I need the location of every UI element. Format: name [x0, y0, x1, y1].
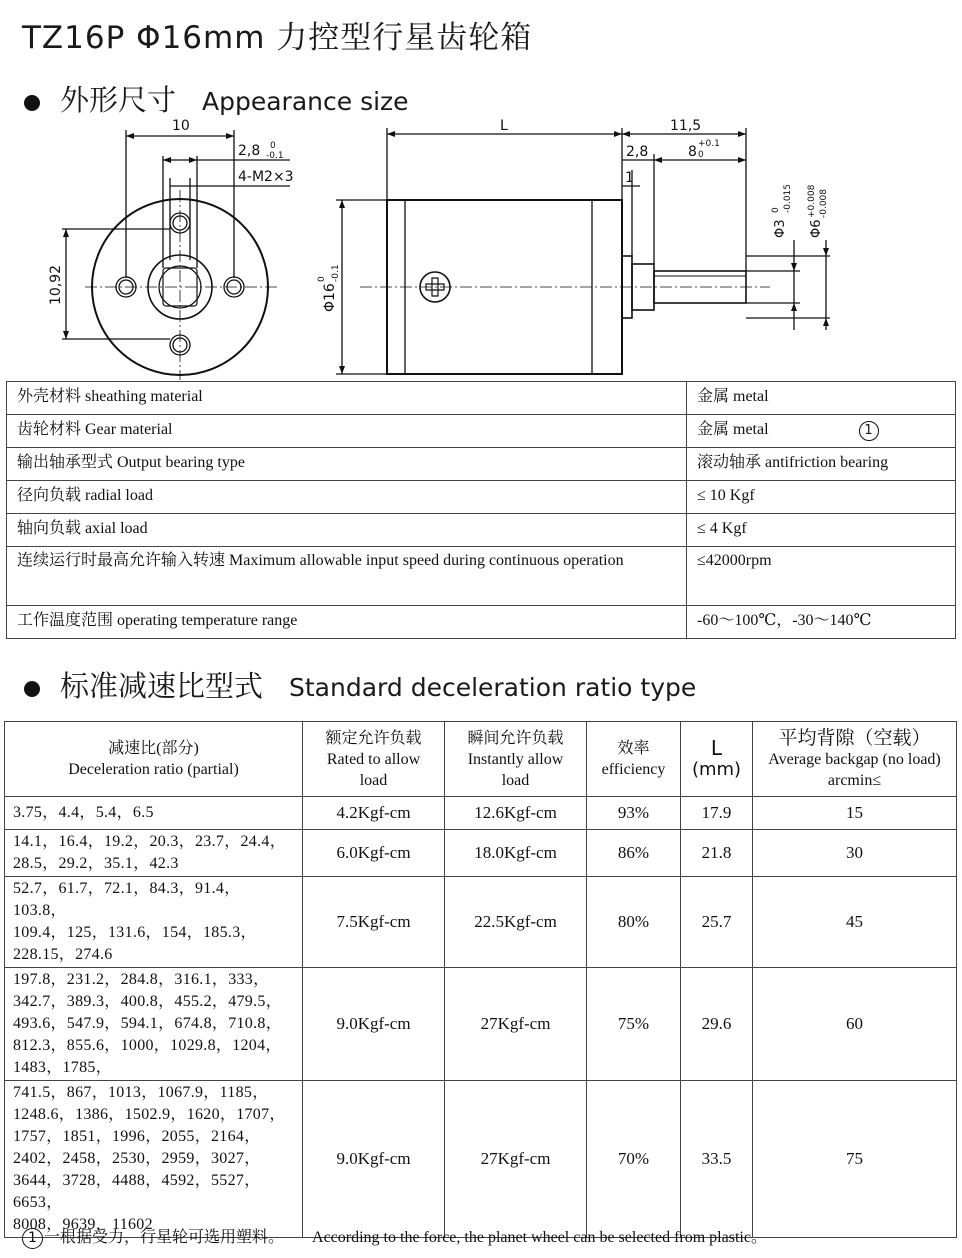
spec-label: 输出轴承型式 Output bearing type [7, 448, 687, 481]
dim-shaft-total: 11,5 [670, 118, 702, 134]
bullet-icon [24, 681, 40, 697]
dim-length: L [500, 118, 508, 134]
ratio-table [4, 721, 957, 1238]
rated-load: 9.0Kgf-cm [303, 1081, 445, 1238]
dim-step: 2,8 [626, 144, 649, 160]
dim-body-tol-lower: -0.1 [331, 264, 341, 282]
instant-load: 18.0Kgf-cm [445, 830, 587, 877]
length: 29.6 [681, 968, 753, 1081]
dim-body-tol: 0 [317, 276, 327, 282]
spec-row [7, 606, 956, 639]
spec-table [6, 381, 956, 639]
ratio-row [5, 968, 957, 1081]
spec-row [7, 382, 956, 415]
footnote [22, 1224, 767, 1249]
spec-row [7, 415, 956, 448]
header-rated [303, 722, 445, 797]
appearance-title-cn: 外形尺寸 [60, 83, 177, 117]
backlash: 75 [753, 1081, 957, 1238]
dim-body-dia: Φ16 [322, 283, 338, 312]
header-rated-cn: 额定允许负载 [325, 729, 422, 747]
dim-slot: 2,8 [238, 143, 261, 159]
spec-value [687, 606, 956, 639]
rated-load: 9.0Kgf-cm [303, 968, 445, 1081]
spec-value-text: ≤42000rpm [697, 552, 772, 569]
dim-shaft-dia: Φ6 [809, 219, 824, 238]
ratio-line: 197.8，231.2，284.8，316.1，333， [13, 971, 270, 988]
efficiency: 86% [587, 830, 681, 877]
ratio-header-row [5, 722, 957, 797]
header-length [681, 722, 753, 797]
instant-load: 22.5Kgf-cm [445, 877, 587, 968]
spec-label: 外壳材料 sheathing material [7, 382, 687, 415]
length: 25.7 [681, 877, 753, 968]
header-ratio-en: Deceleration ratio (partial) [68, 761, 239, 778]
ratio-line: 3644，3728，4488，4592，5527，6653， [13, 1172, 261, 1211]
spec-value-text: 金属 metal [697, 388, 769, 405]
length: 33.5 [681, 1081, 753, 1238]
ratio-line: 1248.6，1386，1502.9，1620，1707， [13, 1106, 286, 1123]
rated-load: 6.0Kgf-cm [303, 830, 445, 877]
spec-value-text: ≤ 10 Kgf [697, 487, 755, 504]
footnote-en: According to the force, the planet wheel can be selected from plastic。 [312, 1229, 767, 1246]
ratio-list [5, 797, 303, 830]
ratio-list [5, 968, 303, 1081]
dim-shaft-tol: +0.1 [698, 139, 720, 149]
bullet-icon [24, 95, 40, 111]
backlash: 60 [753, 968, 957, 1081]
ratio-line: 812.3，855.6，1000，1029.8，1204， [13, 1037, 282, 1054]
dim-slot-tol: 0 [270, 141, 276, 151]
spec-value-text: 金属 metal [697, 421, 769, 438]
ratio-line: 1757，1851，1996，2055，2164， [13, 1128, 261, 1145]
ratio-title-cn: 标准减速比型式 [60, 669, 264, 703]
ratio-line: 493.6，547.9，594.1，674.8，710.8， [13, 1015, 282, 1032]
spec-value-text: ≤ 4 Kgf [697, 520, 747, 537]
header-backlash-cn: 平均背隙（空载） [778, 727, 931, 749]
ratio-line: 8008，9639，11602 [13, 1216, 153, 1233]
ratio-title-en: Standard deceleration ratio type [289, 673, 697, 702]
header-efficiency-en: efficiency [601, 761, 666, 778]
instant-load: 12.6Kgf-cm [445, 797, 587, 830]
spec-label: 径向负载 radial load [7, 481, 687, 514]
footnote-cn: 一根据受力，行星轮可选用塑料。 [44, 1229, 285, 1246]
spec-value [687, 382, 956, 415]
dim-width: 10 [172, 118, 190, 134]
dimension-drawing [0, 112, 962, 380]
ratio-line: 741.5，867，1013，1067.9，1185， [13, 1084, 269, 1101]
header-backlash-en: Average backgap (no load) [768, 750, 941, 768]
header-ratio [5, 722, 303, 797]
spec-value [687, 415, 956, 448]
ratio-list [5, 877, 303, 968]
header-efficiency [587, 722, 681, 797]
spec-value [687, 547, 956, 606]
ratio-row [5, 1081, 957, 1238]
backlash: 30 [753, 830, 957, 877]
ratio-line: 109.4，125，131.6，154，185.3， [13, 924, 257, 941]
spec-row [7, 547, 956, 606]
header-length-symbol: L [710, 736, 723, 760]
ratio-line: 1483，1785， [13, 1059, 112, 1076]
appearance-title-en: Appearance size [202, 87, 409, 116]
spec-value [687, 448, 956, 481]
header-instant-en: Instantly allow [467, 750, 564, 768]
header-rated-en: Rated to allow [326, 750, 421, 768]
spec-label: 齿轮材料 Gear material [7, 415, 687, 448]
spec-value-text: -60～100℃，-30～140℃ [697, 612, 872, 629]
rated-load: 4.2Kgf-cm [303, 797, 445, 830]
header-ratio-cn: 减速比(部分) [108, 740, 199, 757]
spec-row [7, 514, 956, 547]
spec-row [7, 448, 956, 481]
efficiency: 80% [587, 877, 681, 968]
dim-shaft: 8 [688, 144, 697, 160]
header-backlash [753, 722, 957, 797]
ratio-line: 3.75，4.4，5.4，6.5 [13, 804, 154, 821]
dim-flat-tol-lower: -0.015 [783, 183, 793, 213]
spec-value-text: 滚动轴承 antifriction bearing [697, 454, 889, 471]
length: 17.9 [681, 797, 753, 830]
spec-value [687, 514, 956, 547]
efficiency: 70% [587, 1081, 681, 1238]
dim-shaft-tol-lower: 0 [698, 150, 704, 160]
ratio-row [5, 830, 957, 877]
backlash: 15 [753, 797, 957, 830]
efficiency: 93% [587, 797, 681, 830]
ratio-line: 342.7，389.3，400.8，455.2，479.5， [13, 993, 282, 1010]
rated-load: 7.5Kgf-cm [303, 877, 445, 968]
spec-value [687, 481, 956, 514]
dim-height: 10,92 [48, 264, 64, 305]
ratio-line: 14.1，16.4，19.2，20.3，23.7，24.4， [13, 833, 286, 850]
footnote-marker: 1 [22, 1228, 43, 1249]
dim-holes: 4-M2×3 [238, 169, 294, 185]
header-backlash-unit: arcmin≤ [827, 771, 882, 789]
spec-label: 连续运行时最高允许输入转速 Maximum allowable input speed during continuous operation [7, 547, 687, 606]
ratio-row [5, 877, 957, 968]
ratio-line: 28.5，29.2，35.1，42.3 [13, 855, 179, 872]
dim-slot-tol-lower: -0.1 [266, 151, 284, 161]
length: 21.8 [681, 830, 753, 877]
ratio-line: 2402，2458，2530，2959，3027， [13, 1150, 261, 1167]
header-efficiency-cn: 效率 [617, 740, 650, 757]
header-rated-en2: load [359, 771, 388, 789]
ratio-list [5, 830, 303, 877]
ratio-line: 228.15，274.6 [13, 946, 113, 963]
spec-label: 轴向负载 axial load [7, 514, 687, 547]
page-title: TZ16P Φ16mm 力控型行星齿轮箱 [22, 20, 533, 56]
ratio-list [5, 1081, 303, 1238]
instant-load: 27Kgf-cm [445, 1081, 587, 1238]
efficiency: 75% [587, 968, 681, 1081]
ratio-line: 52.7，61.7，72.1，84.3，91.4，103.8， [13, 880, 241, 919]
ratio-section-heading [24, 664, 696, 705]
header-instant [445, 722, 587, 797]
dim-one: 1 [625, 170, 634, 186]
backlash: 45 [753, 877, 957, 968]
dim-flat-tol: 0 [771, 207, 781, 213]
instant-load: 27Kgf-cm [445, 968, 587, 1081]
spec-row [7, 481, 956, 514]
spec-label: 工作温度范围 operating temperature range [7, 606, 687, 639]
dim-flat: Φ3 [773, 219, 788, 238]
header-length-unit: (mm) [691, 759, 742, 780]
header-instant-en2: load [501, 771, 530, 789]
dim-shaft-dia-tol-lower: -0.008 [819, 188, 829, 218]
dim-shaft-dia-tol: +0.008 [807, 184, 817, 218]
header-instant-cn: 瞬间允许负载 [467, 729, 564, 747]
note-marker: 1 [859, 421, 879, 441]
ratio-row [5, 797, 957, 830]
